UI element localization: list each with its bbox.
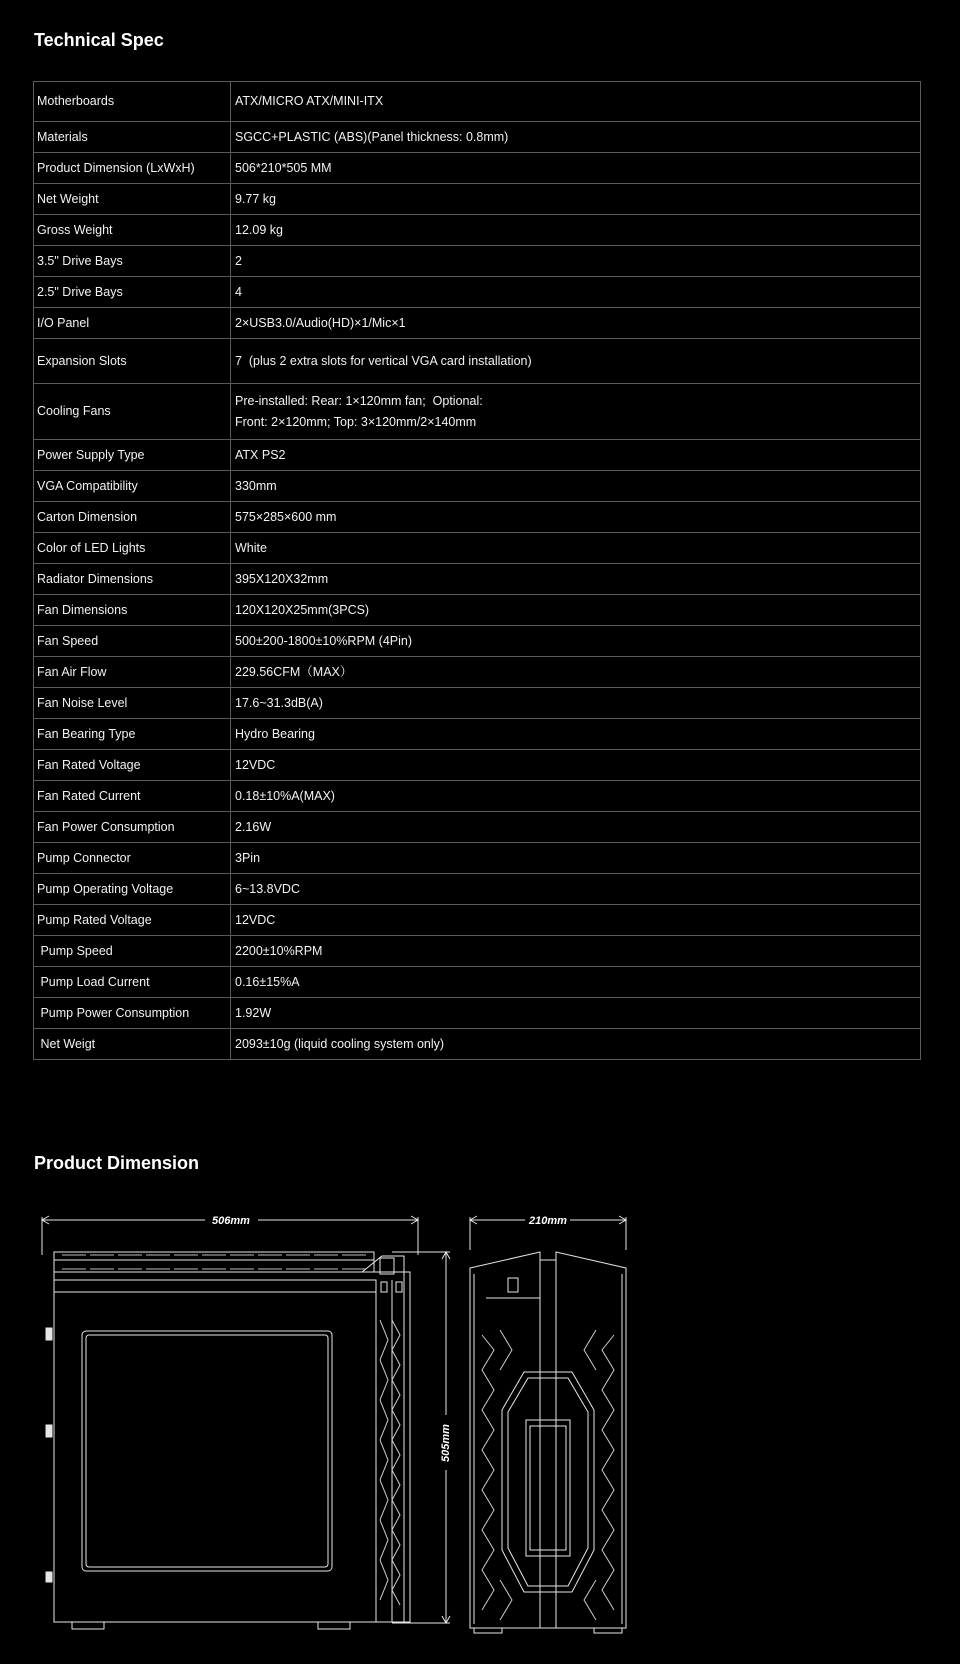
spec-label: Pump Power Consumption (34, 998, 231, 1029)
spec-row (34, 998, 921, 1029)
spec-row (34, 1029, 921, 1060)
spec-label: I/O Panel (34, 308, 231, 339)
spec-row (34, 812, 921, 843)
product-dimension-heading: Product Dimension (34, 1153, 200, 1173)
spec-label: Pump Speed (34, 936, 231, 967)
spec-value: 2200±10%RPM (231, 936, 921, 967)
spec-label: Pump Rated Voltage (34, 905, 231, 936)
spec-row (34, 905, 921, 936)
spec-label: Pump Connector (34, 843, 231, 874)
spec-label: 2.5" Drive Bays (34, 277, 231, 308)
spec-value: ATX/MICRO ATX/MINI-ITX (231, 82, 921, 122)
spec-label: Product Dimension (LxWxH) (34, 153, 231, 184)
spec-row (34, 277, 921, 308)
spec-label: Fan Air Flow (34, 657, 231, 688)
spec-value: 2093±10g (liquid cooling system only) (231, 1029, 921, 1060)
spec-label: Net Weigt (34, 1029, 231, 1060)
spec-value: 500±200-1800±10%RPM (4Pin) (231, 626, 921, 657)
spec-label: Fan Rated Current (34, 781, 231, 812)
spec-value: Hydro Bearing (231, 719, 921, 750)
spec-label: Fan Bearing Type (34, 719, 231, 750)
spec-value: 2.16W (231, 812, 921, 843)
spec-value-line: Front: 2×120mm; Top: 3×120mm/2×140mm (235, 414, 477, 429)
spec-label: Fan Noise Level (34, 688, 231, 719)
spec-value: 330mm (231, 471, 921, 502)
spec-row (34, 874, 921, 905)
spec-value: SGCC+PLASTIC (ABS)(Panel thickness: 0.8mm) (231, 122, 921, 153)
spec-row (34, 626, 921, 657)
depth-dimension-label: 210mm (529, 1215, 567, 1227)
spec-row (34, 533, 921, 564)
spec-label: Net Weight (34, 184, 231, 215)
spec-row (34, 122, 921, 153)
spec-label: Motherboards (34, 82, 231, 122)
spec-value: 0.16±15%A (231, 967, 921, 998)
spec-row (34, 471, 921, 502)
spec-row (34, 384, 921, 440)
spec-value (231, 384, 921, 440)
spec-label: Power Supply Type (34, 440, 231, 471)
spec-value: 12VDC (231, 750, 921, 781)
spec-row (34, 308, 921, 339)
spec-row (34, 339, 921, 384)
spec-value: White (231, 533, 921, 564)
spec-label: Materials (34, 122, 231, 153)
product-dimension-drawing (0, 1200, 960, 1640)
spec-value: 0.18±10%A(MAX) (231, 781, 921, 812)
spec-row (34, 184, 921, 215)
spec-row (34, 750, 921, 781)
spec-row (34, 781, 921, 812)
spec-row (34, 215, 921, 246)
spec-value: 2 (231, 246, 921, 277)
spec-row (34, 246, 921, 277)
spec-row (34, 153, 921, 184)
spec-value: 395X120X32mm (231, 564, 921, 595)
spec-value: 7 (plus 2 extra slots for vertical VGA card installation) (231, 339, 921, 384)
spec-row (34, 440, 921, 471)
spec-value: 3Pin (231, 843, 921, 874)
spec-label: Gross Weight (34, 215, 231, 246)
spec-value: 2×USB3.0/Audio(HD)×1/Mic×1 (231, 308, 921, 339)
spec-row (34, 564, 921, 595)
spec-label: Cooling Fans (34, 384, 231, 440)
spec-row (34, 82, 921, 122)
spec-value: ATX PS2 (231, 440, 921, 471)
height-dimension-label: 505mm (440, 1424, 452, 1462)
spec-value: 1.92W (231, 998, 921, 1029)
spec-value: 12.09 kg (231, 215, 921, 246)
spec-label: Radiator Dimensions (34, 564, 231, 595)
spec-value: 9.77 kg (231, 184, 921, 215)
spec-label: 3.5" Drive Bays (34, 246, 231, 277)
spec-row (34, 657, 921, 688)
spec-value: 17.6~31.3dB(A) (231, 688, 921, 719)
spec-label: Carton Dimension (34, 502, 231, 533)
spec-value: 120X120X25mm(3PCS) (231, 595, 921, 626)
spec-label: VGA Compatibility (34, 471, 231, 502)
spec-label: Color of LED Lights (34, 533, 231, 564)
spec-row (34, 719, 921, 750)
spec-value: 506*210*505 MM (231, 153, 921, 184)
spec-value-line: Pre-installed: Rear: 1×120mm fan; Optional: (235, 393, 483, 408)
spec-value: 4 (231, 277, 921, 308)
spec-value: 12VDC (231, 905, 921, 936)
spec-row (34, 936, 921, 967)
width-dimension-label: 506mm (212, 1215, 250, 1227)
spec-row (34, 595, 921, 626)
spec-label: Expansion Slots (34, 339, 231, 384)
spec-row (34, 967, 921, 998)
spec-label: Fan Speed (34, 626, 231, 657)
spec-value: 229.56CFM（MAX） (231, 657, 921, 688)
spec-row (34, 843, 921, 874)
spec-label: Fan Dimensions (34, 595, 231, 626)
spec-value: 6~13.8VDC (231, 874, 921, 905)
spec-value: 575×285×600 mm (231, 502, 921, 533)
spec-row (34, 502, 921, 533)
spec-label: Fan Rated Voltage (34, 750, 231, 781)
spec-label: Pump Operating Voltage (34, 874, 231, 905)
spec-label: Pump Load Current (34, 967, 231, 998)
spec-row (34, 688, 921, 719)
spec-label: Fan Power Consumption (34, 812, 231, 843)
technical-spec-heading: Technical Spec (34, 30, 164, 50)
spec-table (33, 81, 921, 1060)
